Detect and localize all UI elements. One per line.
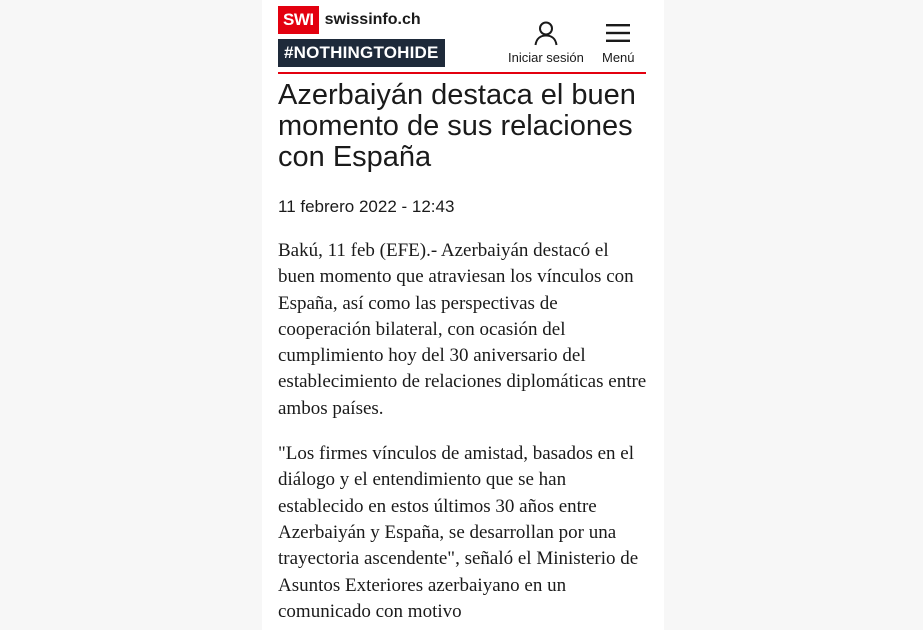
- article-body: [278, 238, 650, 630]
- article-paragraph: "Los firmes vínculos de amistad, basados en el diálogo y el entendimiento que se han establecido en estos últimos 30 años entre Azerbaiyán y España, se desarrollan por una trayectoria ascendente", señaló el Ministerio de Asuntos Exteriores azerbaiyano en un comunicado con motivo: [278, 443, 639, 622]
- site-name: swissinfo.ch: [324, 11, 421, 28]
- article-title: Azerbaiyán destaca el buen momento de sus relaciones con España: [278, 79, 636, 173]
- site-header: [278, 6, 646, 74]
- menu-label: Menú: [602, 50, 635, 65]
- user-icon: [533, 20, 559, 46]
- swi-badge: SWI: [278, 6, 319, 34]
- hamburger-menu-icon: [605, 20, 631, 46]
- login-label: Iniciar sesión: [508, 50, 584, 65]
- nothingtohide-banner[interactable]: #NOTHINGTOHIDE: [278, 39, 445, 67]
- article-paragraph: Bakú, 11 feb (EFE).- Azerbaiyán destacó el buen momento que atraviesan los vínculos con España, así como las perspectivas de cooperación bilateral, con ocasión del cumplimiento hoy del 30 aniversario del establecimiento de relaciones diplomáticas entre ambos países.: [278, 240, 647, 419]
- mobile-page: [262, 0, 664, 630]
- publish-date: 11 febrero 2022 - 12:43: [278, 197, 455, 216]
- site-logo[interactable]: [278, 6, 421, 34]
- menu-button[interactable]: [602, 20, 635, 65]
- login-button[interactable]: [508, 20, 584, 65]
